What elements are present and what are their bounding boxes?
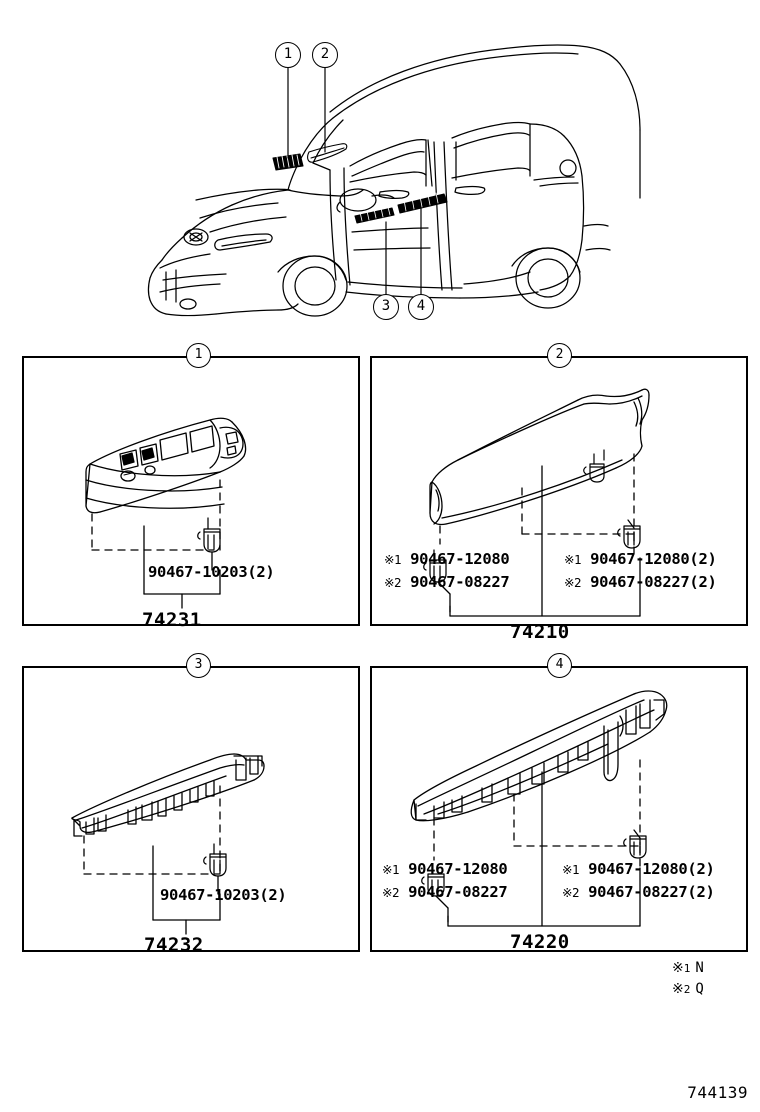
clip-code-label-left-2: ※2 90467-08227 [382,883,508,901]
footnote-legend [672,958,704,1000]
clip-code-text: 90467-12080 [408,860,508,878]
clip-code-label-right-2: ※2 90467-08227(2) [562,883,715,901]
detail-panel-4 [370,666,748,952]
clip-code-label-right-1: ※1 90467-12080(2) [564,550,717,568]
footnote-mark-icon: ※ [672,960,684,976]
footnote-code: Q [695,981,704,997]
clip-code-label-left-2: ※2 90467-08227 [384,573,510,591]
footnote-mark-icon: ※ [382,862,392,877]
footnote-mark-icon: ※ [564,552,574,567]
part-number-74210: 74210 [510,621,570,643]
footnote-mark-icon: ※ [384,575,394,590]
detail-panel-grid [0,340,760,960]
clip-code-text: 90467-10203(2) [160,886,287,904]
clip-code-label-right-1: ※1 90467-12080(2) [562,860,715,878]
vehicle-callout-2[interactable]: 2 [312,42,338,68]
footnote-mark-icon: ※ [672,981,684,997]
panel-number-1[interactable]: 1 [186,343,211,368]
clip-code-text: 90467-08227(2) [588,883,715,901]
clip-code-text: 90467-12080 [410,550,510,568]
footnote-row-2: ※2 Q [672,981,704,997]
rear-door-armrest-art [372,668,750,954]
part-number-74232: 74232 [144,934,204,956]
clip-code-label-left-1: ※1 90467-12080 [384,550,510,568]
clip-code-text: 90467-10203(2) [148,563,275,581]
clip-code-text: 90467-12080(2) [588,860,715,878]
clip-code-label-right-2: ※2 90467-08227(2) [564,573,717,591]
vehicle-callout-4[interactable]: 4 [408,294,434,320]
part-number-74220: 74220 [510,931,570,953]
drawing-number: 744139 [687,1083,748,1102]
clip-code-label-left-1: ※1 90467-12080 [382,860,508,878]
vehicle-callout-3[interactable]: 3 [373,294,399,320]
footnote-mark-icon: ※ [382,885,392,900]
clip-code-text: 90467-12080(2) [590,550,717,568]
footnote-row-1: ※1 N [672,960,704,976]
vehicle-illustration [0,0,760,330]
detail-panel-2 [370,356,748,643]
footnote-mark-icon: ※ [562,885,572,900]
clip-code-text: 90467-08227 [408,883,508,901]
clip-code-label [160,886,286,904]
panel-number-3[interactable]: 3 [186,653,211,678]
footnote-mark-icon: ※ [562,862,572,877]
rear-door-switch-base-art [24,668,362,954]
panel-number-4[interactable]: 4 [547,653,572,678]
power-window-switch-panel-art [24,358,362,628]
footnote-mark-icon: ※ [384,552,394,567]
clip-code-label [148,563,274,581]
clip-code-text: 90467-08227(2) [590,573,717,591]
detail-panel-3 [22,666,360,956]
clip-code-text: 90467-08227 [410,573,510,591]
panel-number-2[interactable]: 2 [547,343,572,368]
part-number-74231: 74231 [142,609,202,631]
vehicle-callout-1[interactable]: 1 [275,42,301,68]
detail-panel-1 [22,356,360,631]
footnote-mark-icon: ※ [564,575,574,590]
footnote-code: N [695,960,704,976]
